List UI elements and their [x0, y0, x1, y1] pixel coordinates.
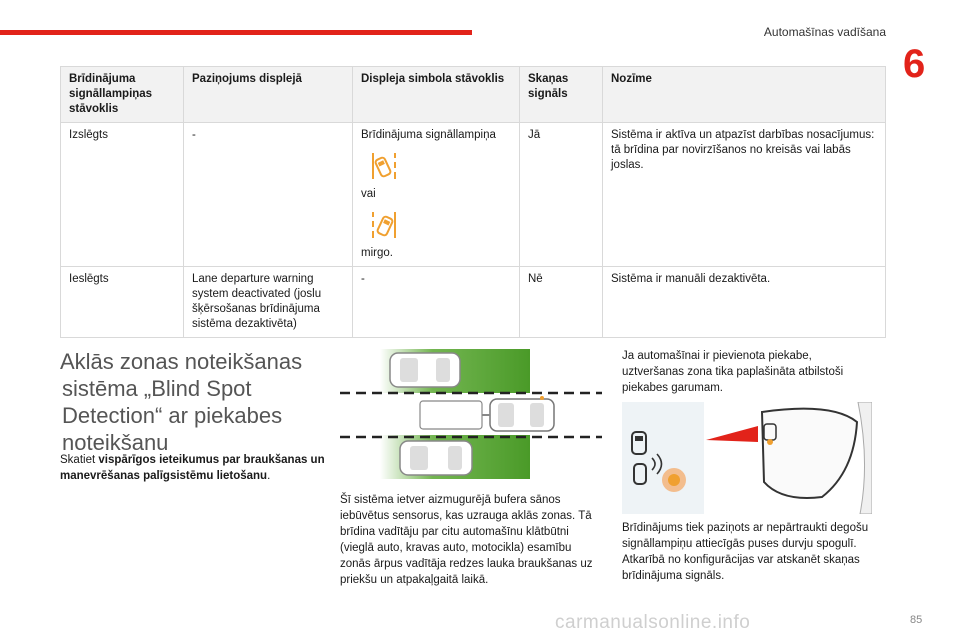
section-heading-line: Aklās zonas noteikšanas	[60, 349, 303, 374]
description-paragraph: Šī sistēma ietver aizmugurējā bufera sānos iebūvētus sensorus, kas uzrauga aklās zonas. Tā brīdina vadītāju par citu automašīnu klātbūtni (vieglā auto, kravas auto, motocikla) esamību zonās ārpus vadītāja redzes lauka braukšanas uz priekšu un atpakaļgaitā laikā.	[340, 494, 593, 586]
cell-lamp: Izslēgts	[61, 123, 184, 267]
column-header-meaning: Nozīme	[603, 67, 886, 123]
warning-table	[60, 66, 886, 338]
table-row	[61, 267, 886, 338]
header-accent-bar	[0, 30, 472, 35]
intro-prefix: Skatiet	[60, 454, 99, 466]
vehicle-bottom	[400, 441, 472, 475]
blind-spot-diagram	[340, 345, 602, 480]
cell-sound: Jā	[520, 123, 603, 267]
cell-message: Lane departure warning system deactivated (joslu šķērsošanas brīdinājuma sistēma dezaktivēta)	[184, 267, 353, 338]
symbol-caption: Brīdinājuma signāllampiņa	[361, 129, 496, 141]
cell-lamp: Ieslēgts	[61, 267, 184, 338]
lane-departure-right-icon	[369, 210, 399, 240]
warning-paragraph: Brīdinājums tiek paziņots ar nepārtraukti degošu signāllampiņu attiecīgās puses durvju spogulī. Atkarībā no konfigurācijas var atskanēt skaņas brīdinājuma signāls.	[622, 522, 869, 582]
section-heading-line: noteikšanu	[62, 430, 169, 455]
watermark: carmanualsonline.info	[555, 612, 751, 633]
table-row	[61, 123, 886, 267]
cell-symbol	[353, 123, 520, 267]
column-header-sound: Skaņas signāls	[520, 67, 603, 123]
intro-paragraph	[60, 452, 330, 484]
cell-sound: Nē	[520, 267, 603, 338]
cell-symbol: -	[353, 267, 520, 338]
mirror-illustration	[622, 402, 872, 514]
section-title: Automašīnas vadīšana	[763, 25, 886, 39]
pointer-arrow	[706, 426, 758, 442]
table-header-row	[61, 67, 886, 123]
symbol-or-text: vai	[361, 188, 376, 200]
vehicle-top	[390, 353, 460, 387]
section-heading-line: Detection“ ar piekabes	[62, 403, 283, 428]
intro-suffix: .	[267, 470, 271, 482]
chapter-number: 6	[903, 42, 926, 86]
column-header-symbol: Displeja simbola stāvoklis	[353, 67, 520, 123]
trailer-paragraph: Ja automašīnai ir pievienota piekabe, uztveršanas zona tika paplašināta atbilstoši piekabes garumam.	[622, 350, 844, 394]
intro-bold-link-text: vispārīgos ieteikumus par braukšanas un manevrēšanas palīgsistēmu lietošanu	[60, 454, 325, 482]
lane-departure-left-icon	[369, 151, 399, 181]
column-header-message: Paziņojums displejā	[184, 67, 353, 123]
ego-vehicle	[420, 396, 554, 431]
cell-message: -	[184, 123, 353, 267]
section-heading	[60, 348, 325, 456]
cell-meaning: Sistēma ir aktīva un atpazīst darbības nosacījumus: tā brīdina par novirzīšanos no kreisās vai labās joslas.	[603, 123, 886, 267]
column-header-lamp: Brīdinājuma signāllampiņas stāvoklis	[61, 67, 184, 123]
page-number: 85	[910, 614, 923, 626]
symbol-blink-text: mirgo.	[361, 247, 393, 259]
section-heading-line: sistēma „Blind Spot	[62, 376, 252, 401]
cell-meaning: Sistēma ir manuāli dezaktivēta.	[603, 267, 886, 338]
door-mirror	[762, 409, 857, 498]
